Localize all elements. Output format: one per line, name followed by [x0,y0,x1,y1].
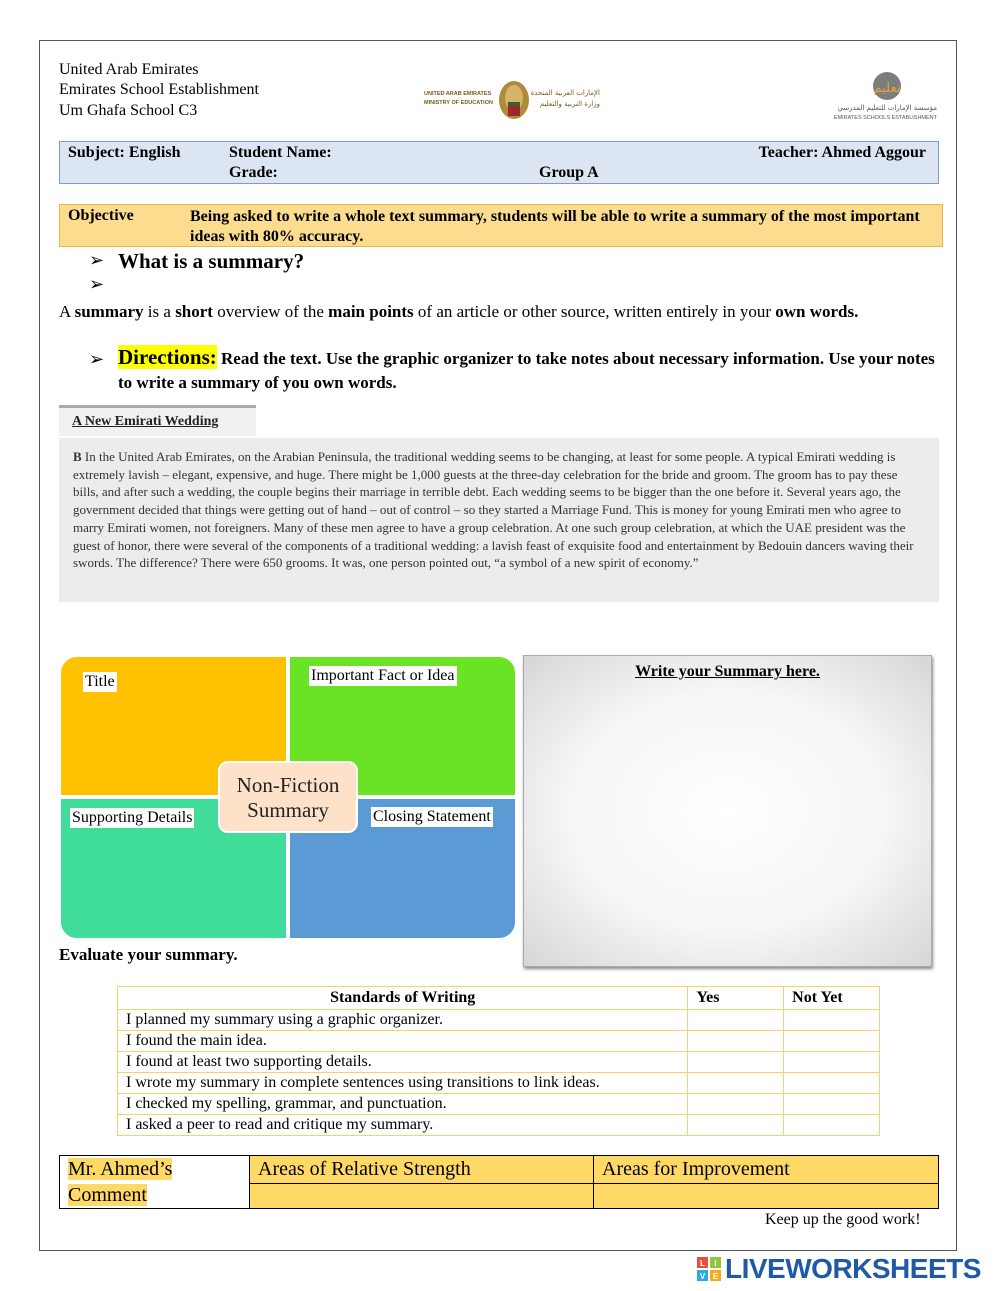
directions [118,345,948,395]
objective-box [59,204,943,247]
not-yet-cell[interactable] [784,1094,880,1115]
student-name-label: Student Name: [229,144,332,161]
standards-header: Standards of Writing [118,987,688,1010]
table-row [118,1115,880,1136]
not-yet-header: Not Yet [784,987,880,1010]
ministry-logo-en-2: MINISTRY OF EDUCATION [424,100,493,106]
table-row [118,1031,880,1052]
liveworksheets-wordmark: LIVEWORKSHEETS [725,1253,981,1284]
objective-text: Being asked to write a whole text summary, students will be able to write a summary of the most important ideas with 80% accuracy. [190,208,920,245]
falcon-emblem-icon [499,81,529,119]
yes-cell[interactable] [688,1094,784,1115]
reading-title-tab [59,405,256,436]
improvement-input[interactable] [594,1183,939,1208]
summary-definition: A summary is a short overview of the main points of an article or other source, written entirely in your own words. [59,302,859,321]
ese-logo-en: EMIRATES SCHOOLS ESTABLISHMENT [833,115,937,121]
directions-text: Read the text. Use the graphic organizer to take notes about necessary information. Use your notes to write a summary of you own words. [118,349,935,392]
table-row [118,1094,880,1115]
not-yet-cell[interactable] [784,1073,880,1094]
arrow-bullet-icon: ➢ [89,274,105,294]
table-row [118,1052,880,1073]
mark-letter-v: V [699,1272,706,1281]
grade-label: Grade: [229,164,278,181]
ministry-logo-en-1: UNITED ARAB EMIRATES [424,91,492,97]
not-yet-cell[interactable] [784,1031,880,1052]
strength-input[interactable] [250,1183,594,1208]
yes-cell[interactable] [688,1052,784,1073]
comment-label-cell [60,1156,250,1209]
group-label: Group A [539,164,599,181]
not-yet-cell[interactable] [784,1052,880,1073]
standards-table [117,986,880,1136]
yes-cell[interactable] [688,1115,784,1136]
summary-box-title: Write your Summary here. [635,663,820,680]
standards-header-row [118,987,880,1010]
comment-table [59,1155,939,1209]
reading-title: A New Emirati Wedding [72,414,219,429]
organizer-center [218,761,358,833]
organizer-support-label: Supporting Details [72,809,193,826]
header-country: United Arab Emirates [59,61,199,78]
table-row [118,1010,880,1031]
mark-letter-l: L [700,1259,705,1268]
yes-header: Yes [688,987,784,1010]
not-yet-cell[interactable] [784,1010,880,1031]
ministry-logo [422,76,607,122]
not-yet-cell[interactable] [784,1115,880,1136]
liveworksheets-mark-icon [697,1255,723,1285]
mark-letter-i: I [714,1259,717,1268]
improvement-header: Areas for Improvement [594,1156,939,1184]
ese-logo-ar: مؤسسة الإمارات للتعليم المدرسي [837,104,937,112]
objective-label: Objective [68,207,134,224]
organizer-fact-label: Important Fact or Idea [311,667,455,684]
ministry-logo-ar-2: وزارة التربية والتعليم [539,100,600,108]
reading-marker: B [73,449,82,464]
info-bar [59,141,939,184]
ese-logo [832,70,942,124]
yes-cell[interactable] [688,1010,784,1031]
directions-label: Directions: [118,345,217,369]
reading-body: In the United Arab Emirates, on the Arabian Peninsula, the traditional wedding seems to be changing, at least for some people. A typical Emirati wedding is extremely lavish – elegant, expensive, and huge. There might be 1,000 guests at the three-day celebration for the bride and groom. The groom has to pay these bills, and after such a wedding, the couple begins their marriage in terrible debt. Each wedding seems to be bigger than the one before it. Several years ago, the government decided that things were getting out of hand – out of control – so they started a Marriage Fund. This is money for young Emirati men who agree to marry Emirati women, not foreigners. Many of these men agree to have a group celebration. At one such group celebration, at which the UAE president was the guest of honor, there were several of the components of a traditional wedding: a lavish feast of exquisite food and entertainment by Bedouin dancers waving their swords. The difference? There were 650 grooms. It was, one person pointed out, “a symbol of a new spirit of economy.” [73,449,914,571]
evaluate-heading: Evaluate your summary. [59,945,238,964]
yes-cell[interactable] [688,1073,784,1094]
organizer-center-line1: Non-Fiction [236,773,340,797]
header-school: Um Ghafa School C3 [59,102,198,119]
ese-logo-word: تعليم [873,81,901,96]
graphic-organizer [59,655,517,940]
yes-cell[interactable] [688,1031,784,1052]
question-heading: What is a summary? [118,249,305,273]
table-row [118,1073,880,1094]
organizer-center-line2: Summary [247,798,329,822]
standard-text: I wrote my summary in complete sentences using transitions to link ideas. [118,1073,688,1094]
liveworksheets-logo [697,1253,981,1285]
organizer-title-label: Title [85,673,115,690]
subject-label: Subject: English [68,144,181,161]
arrow-bullet-icon: ➢ [89,250,105,270]
ministry-logo-ar-1: الإمارات العربية المتحدة [530,89,600,97]
standard-text: I found at least two supporting details. [118,1052,688,1073]
standard-text: I planned my summary using a graphic organizer. [118,1010,688,1031]
strength-header: Areas of Relative Strength [250,1156,594,1184]
footer-note: Keep up the good work! [765,1211,921,1228]
standard-text: I checked my spelling, grammar, and punctuation. [118,1094,688,1115]
organizer-closing-label: Closing Statement [373,808,491,825]
mark-letter-e: E [712,1272,719,1281]
reading-passage [59,438,939,602]
summary-input-area[interactable] [523,655,932,967]
header-establishment: Emirates School Establishment [59,81,259,98]
arrow-bullet-icon: ➢ [89,349,105,369]
teacher-label: Teacher: Ahmed Aggour [758,144,926,161]
standard-text: I found the main idea. [118,1031,688,1052]
comment-label-line2: Comment [68,1184,147,1206]
standard-text: I asked a peer to read and critique my summary. [118,1115,688,1136]
comment-label-line1: Mr. Ahmed’s [68,1158,173,1180]
